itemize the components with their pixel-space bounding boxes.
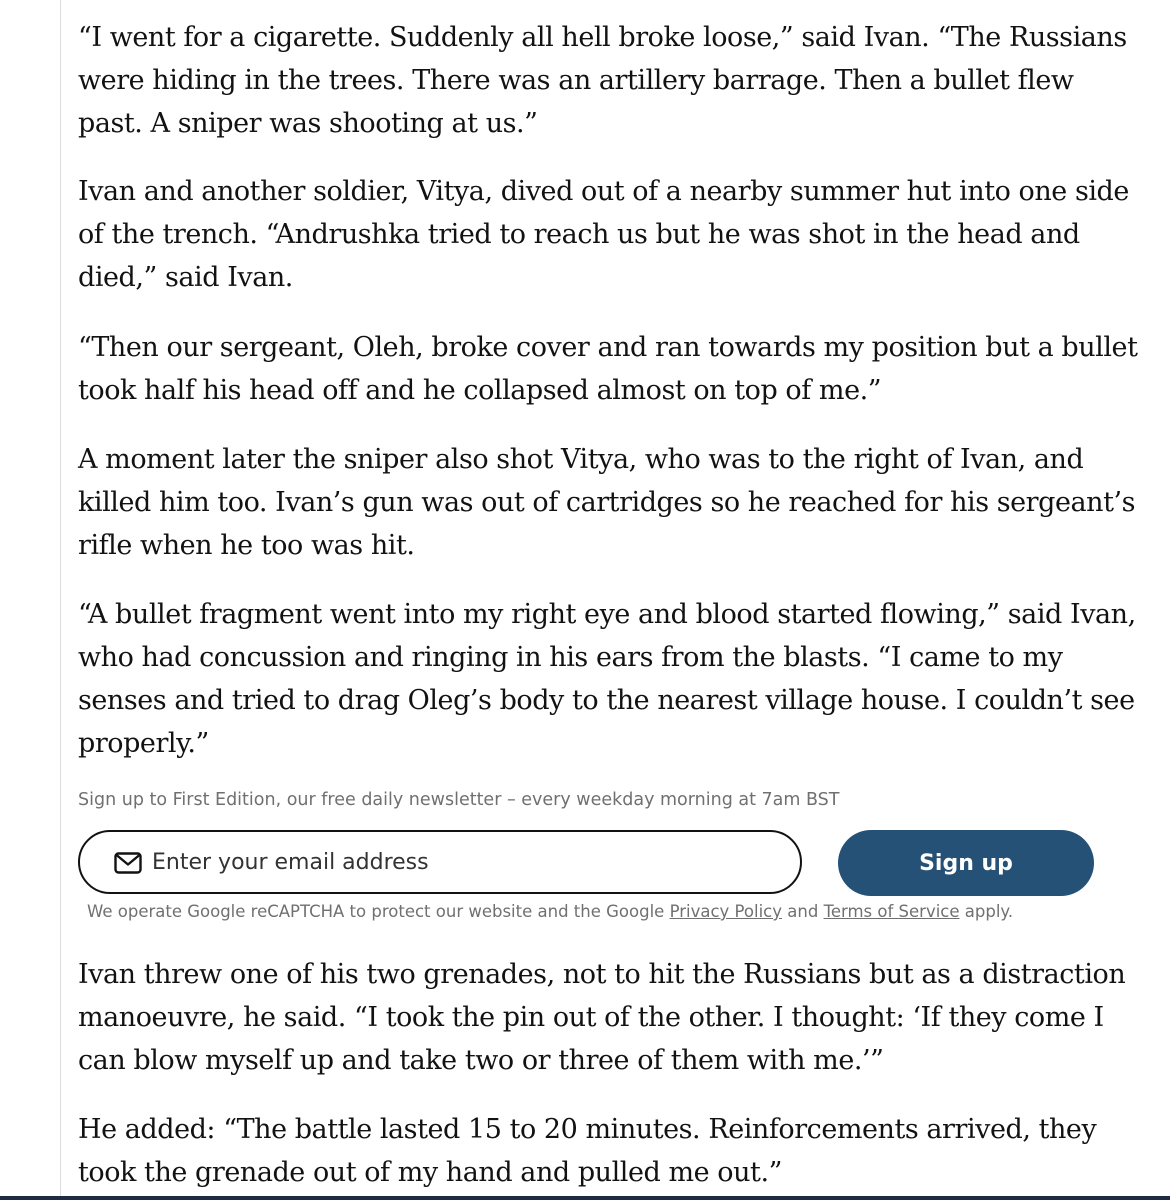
recaptcha-prefix: We operate Google reCAPTCHA to protect our website and the Google	[87, 902, 670, 921]
recaptcha-notice	[87, 902, 1013, 921]
newsletter-label: Sign up to First Edition, our free daily newsletter – every weekday morning at 7am BST	[78, 790, 840, 810]
article-paragraph: A moment later the sniper also shot Vitya, who was to the right of Ivan, and killed him too. Ivan’s gun was out of cartridges so he reached for his sergeant’s rifle when he too was hit.	[78, 444, 1136, 561]
mail-icon	[114, 852, 142, 874]
email-input[interactable]	[152, 832, 772, 892]
email-field-container[interactable]	[78, 830, 802, 894]
newsletter-signup	[78, 790, 1108, 930]
sign-up-button[interactable]: Sign up	[838, 830, 1094, 896]
article-paragraph: “A bullet fragment went into my right eye and blood started flowing,” said Ivan, who had concussion and ringing in his ears from the blasts. “I came to my senses and tried to drag Oleg’s body to the nearest village house. I couldn’t see properly.”	[78, 599, 1136, 759]
article-paragraph: “Then our sergeant, Oleh, broke cover and ran towards my position but a bullet took half his head off and he collapsed almost on top of me.”	[78, 332, 1138, 406]
content-left-rule	[60, 0, 61, 1200]
article-paragraph: “I went for a cigarette. Suddenly all hell broke loose,” said Ivan. “The Russians were hiding in the trees. There was an artillery barrage. Then a bullet flew past. A sniper was shooting at us.”	[78, 22, 1127, 139]
privacy-policy-link[interactable]: Privacy Policy	[669, 902, 783, 921]
bottom-bar	[0, 1196, 1170, 1200]
recaptcha-middle: and	[782, 902, 824, 921]
article-paragraph: Ivan threw one of his two grenades, not to hit the Russians but as a distraction manoeuvre, he said. “I took the pin out of the other. I thought: ‘If they come I can blow myself up and take two or three of them with me.’”	[78, 959, 1126, 1076]
recaptcha-suffix: apply.	[959, 902, 1014, 921]
article-paragraph: Ivan and another soldier, Vitya, dived out of a nearby summer hut into one side of the trench. “Andrushka tried to reach us but he was shot in the head and died,” said Ivan.	[78, 176, 1129, 293]
terms-of-service-link[interactable]: Terms of Service	[823, 902, 960, 921]
article-paragraph: He added: “The battle lasted 15 to 20 minutes. Reinforcements arrived, they took the grenade out of my hand and pulled me out.”	[78, 1114, 1097, 1188]
